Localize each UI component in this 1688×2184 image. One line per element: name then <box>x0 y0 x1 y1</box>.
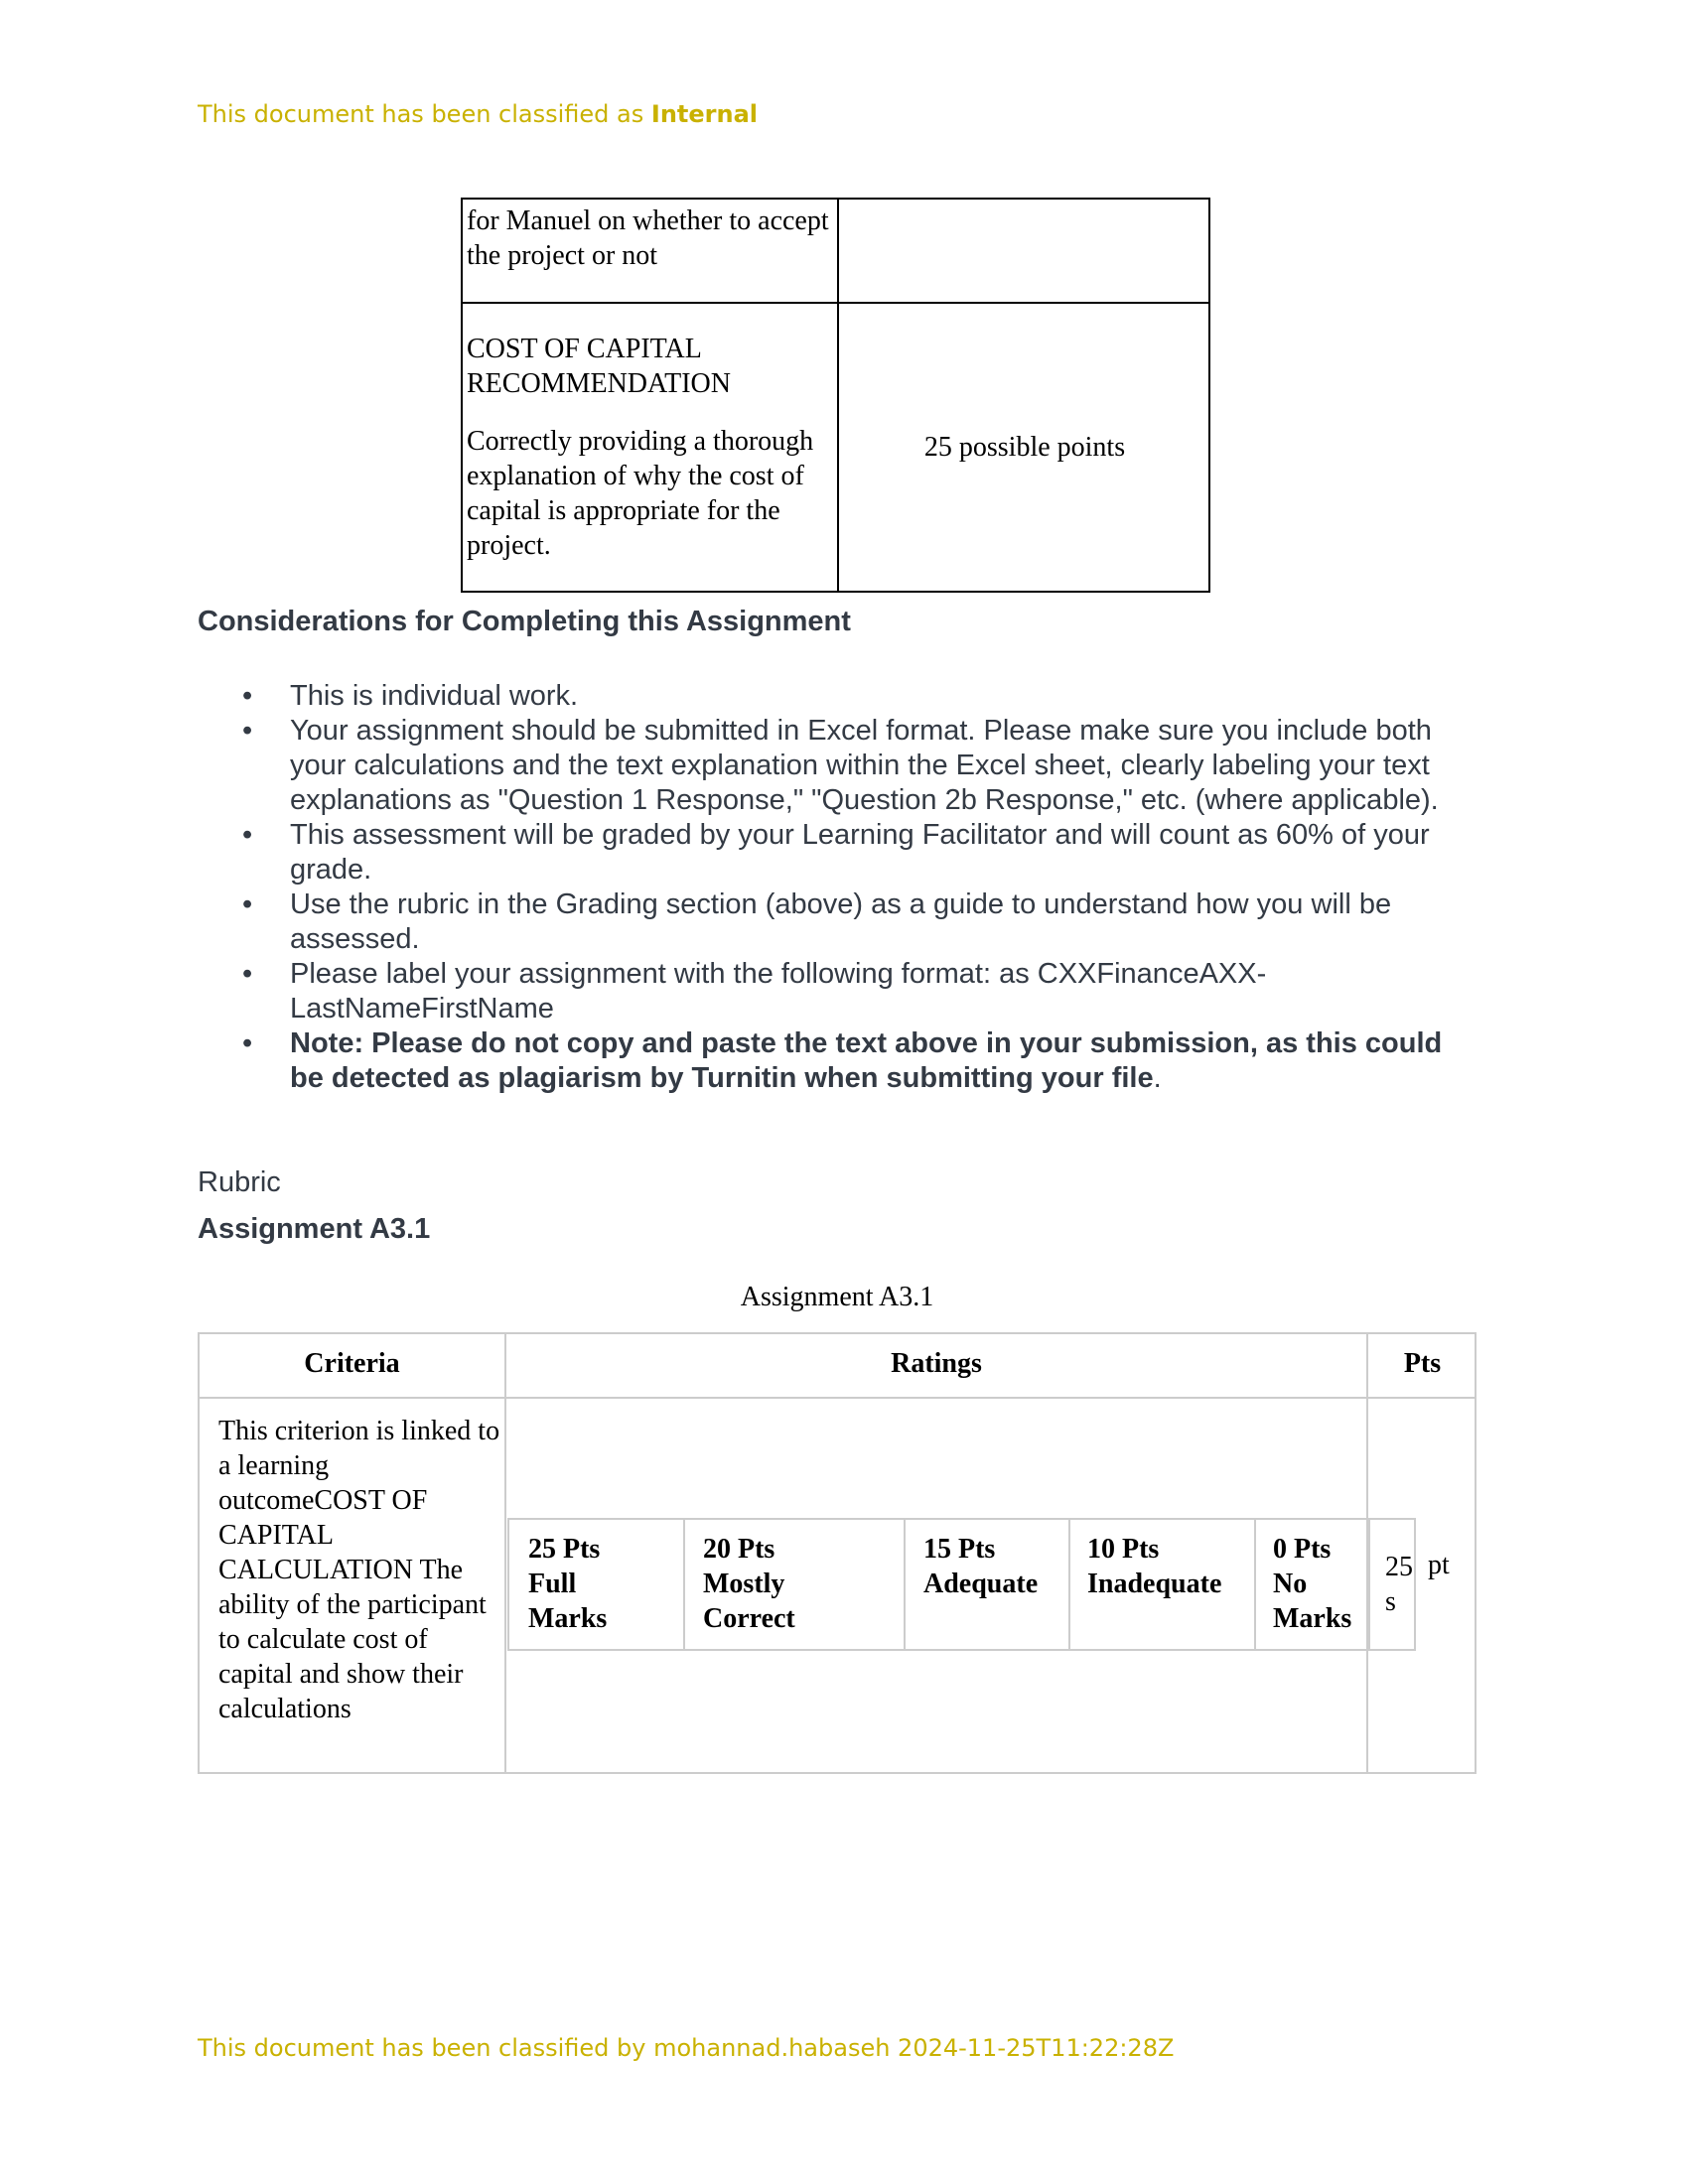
rating-pts: 15 Pts <box>923 1534 996 1565</box>
criterion-description: This criterion is linked to a learning outcomeCOST OF CAPITAL CALCULATION The ability of the participant to calculate cost of capital and show their calculations <box>218 1416 500 1724</box>
rating-mostly-correct <box>703 1532 852 1636</box>
rating-pts: 10 Pts <box>1087 1534 1160 1565</box>
rating-pts: 20 Pts <box>703 1534 775 1565</box>
row2-title: COST OF CAPITAL RECOMMENDATION <box>467 334 731 399</box>
points-overflow: pt <box>1428 1550 1450 1580</box>
rubric-label: Rubric <box>198 1166 281 1198</box>
rating-label: Inadequate <box>1087 1569 1222 1599</box>
rating-label: No Marks <box>1273 1569 1352 1634</box>
list-item: • Your assignment should be submitted in Excel format. Please make sure you include both your calculations and the text explanation within the Excel sheet, clearly labeling your text explanations as "Question 1 Response," "Question 2b Response," etc. (where applicable). <box>198 714 1478 818</box>
considerations-heading: Considerations for Completing this Assignment <box>198 606 851 637</box>
rubric-caption: Assignment A3.1 <box>740 1282 934 1312</box>
classification-header <box>198 100 758 128</box>
rating-no-marks <box>1273 1532 1367 1636</box>
considerations-list <box>198 679 1478 1096</box>
rating-inadequate <box>1087 1532 1251 1601</box>
table-divider <box>200 1397 1475 1399</box>
note-text: Note: Please do not copy and paste the text above in your submission, as this could be detected as plagiarism by Turnitin when submitting your file <box>290 1027 1443 1094</box>
list-item: • Use the rubric in the Grading section (above) as a guide to understand how you will be assessed. <box>198 887 1478 957</box>
list-item: • Please label your assignment with the following format: as CXXFinanceAXX-LastNameFirstName <box>198 957 1478 1026</box>
note-tail: . <box>1153 1062 1162 1094</box>
rating-label: Full Marks <box>528 1569 608 1634</box>
points-suffix: s <box>1385 1586 1396 1617</box>
row2-description: Correctly providing a thorough explanation of why the cost of capital is appropriate for the project. <box>467 426 814 561</box>
list-item: • This is individual work. <box>198 679 1478 714</box>
classification-footer: This document has been classified by mohannad.habaseh 2024-11-25T11:22:28Z <box>198 2034 1175 2062</box>
rating-pts: 0 Pts <box>1273 1534 1332 1565</box>
header-criteria: Criteria <box>304 1348 400 1379</box>
table-divider <box>504 1334 506 1772</box>
table-divider <box>904 1520 906 1649</box>
rating-full-marks <box>528 1532 677 1636</box>
rubric-table <box>198 1332 1477 1774</box>
ratings-table <box>507 1518 1450 1651</box>
table-divider <box>1254 1520 1256 1649</box>
grading-table <box>461 198 1210 593</box>
table-divider <box>1368 1520 1370 1649</box>
points-number: 25 <box>1385 1552 1413 1582</box>
classification-level: Internal <box>650 100 758 128</box>
table-divider <box>837 200 839 591</box>
table-divider <box>1068 1520 1070 1649</box>
list-item: • This assessment will be graded by your Learning Facilitator and will count as 60% of your grade. <box>198 818 1478 887</box>
rating-label: Adequate <box>923 1569 1039 1599</box>
table-divider <box>683 1520 685 1649</box>
rubric-heading: Assignment A3.1 <box>198 1213 431 1245</box>
row2-points: 25 possible points <box>923 432 1126 463</box>
rating-pts: 25 Pts <box>528 1534 601 1565</box>
header-pts: Pts <box>1403 1348 1442 1379</box>
list-item-note <box>198 1026 1478 1096</box>
rating-label: Mostly Correct <box>703 1569 795 1634</box>
table-divider <box>463 302 1208 304</box>
header-ratings: Ratings <box>891 1348 982 1379</box>
rating-adequate <box>923 1532 1062 1601</box>
classification-text: This document has been classified as <box>198 100 651 128</box>
row1-criteria: for Manuel on whether to accept the project or not <box>467 205 829 271</box>
points-value <box>1385 1550 1413 1619</box>
